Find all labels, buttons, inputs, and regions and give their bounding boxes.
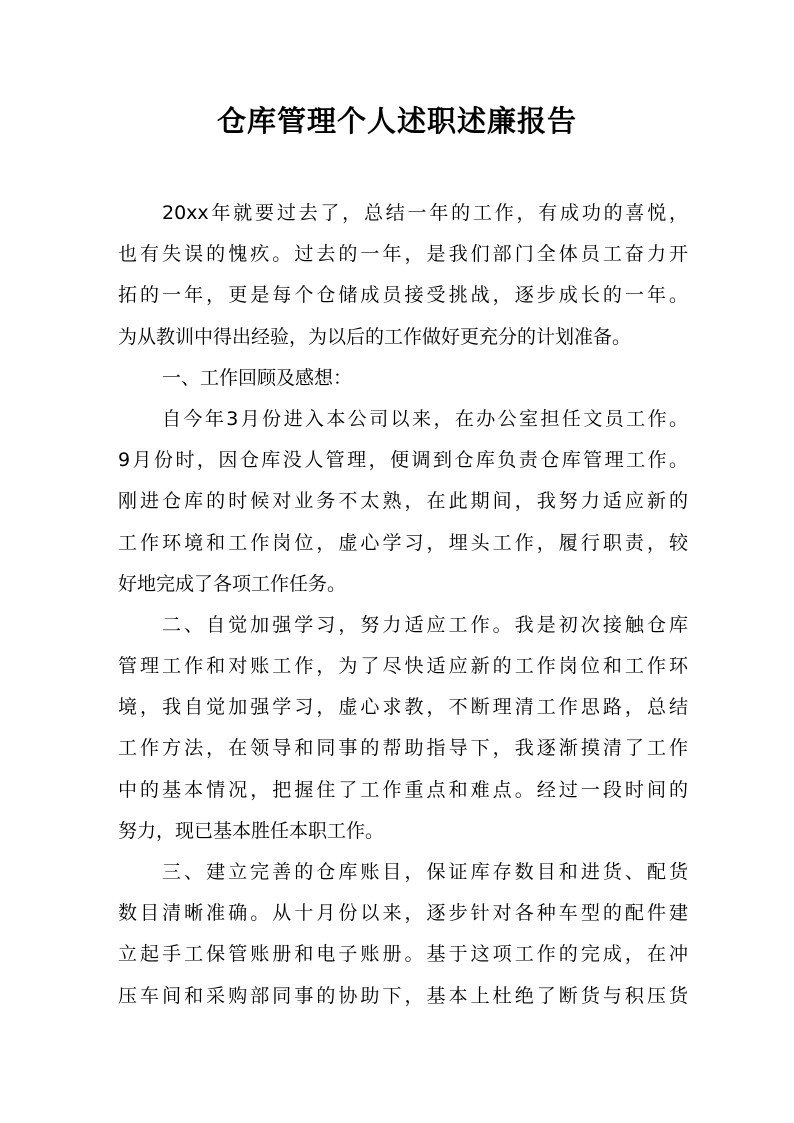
body-line: 中的基本情况，把握住了工作重点和难点。经过一段时间的 [118,778,688,801]
body-line: 工作环境和工作岗位，虚心学习，埋头工作，履行职责，较 [118,531,688,554]
body-line: 努力，现已基本胜任本职工作。 [118,819,385,842]
body-line: 20xx年就要过去了，总结一年的工作，有成功的喜悦， [162,202,688,224]
body-line: 为从教训中得出经验，为以后的工作做好更充分的计划准备。 [118,325,632,348]
body-line: 刚进仓库的时候对业务不太熟，在此期间，我努力适应新的 [118,490,688,513]
body-line: 管理工作和对账工作，为了尽快适应新的工作岗位和工作环 [118,655,688,678]
body-line: 二、自觉加强学习，努力适应工作。我是初次接触仓库 [162,613,688,636]
body-line: 拓的一年，更是每个仓储成员接受挑战，逐步成长的一年。 [118,284,688,307]
body-line: 也有失误的愧疚。过去的一年，是我们部门全体员工奋力开 [118,243,688,266]
body-line: 好地完成了各项工作任务。 [118,572,347,595]
body-line: 三、建立完善的仓库账目，保证库存数目和进货、配货 [162,861,688,883]
document-title: 仓库管理个人述职述廉报告 [216,104,577,138]
body-line: 压车间和采购部同事的协助下，基本上杜绝了断货与积压货 [118,984,688,1007]
body-line: 自今年3月份进入本公司以来，在办公室担任文员工作。 [162,407,688,430]
body-line: 工作方法，在领导和同事的帮助指导下，我逐渐摸清了工作 [118,737,688,760]
body-line: 一、工作回顾及感想： [162,366,353,389]
body-line: 数目清晰准确。从十月份以来，逐步针对各种车型的配件建 [118,902,688,925]
body-line: 9月份时，因仓库没人管理，便调到仓库负责仓库管理工作。 [118,449,688,472]
body-line: 立起手工保管账册和电子账册。基于这项工作的完成，在冲 [118,943,688,966]
body-line: 境，我自觉加强学习，虚心求教，不断理清工作思路，总结 [118,696,688,719]
document-body [118,193,688,1017]
